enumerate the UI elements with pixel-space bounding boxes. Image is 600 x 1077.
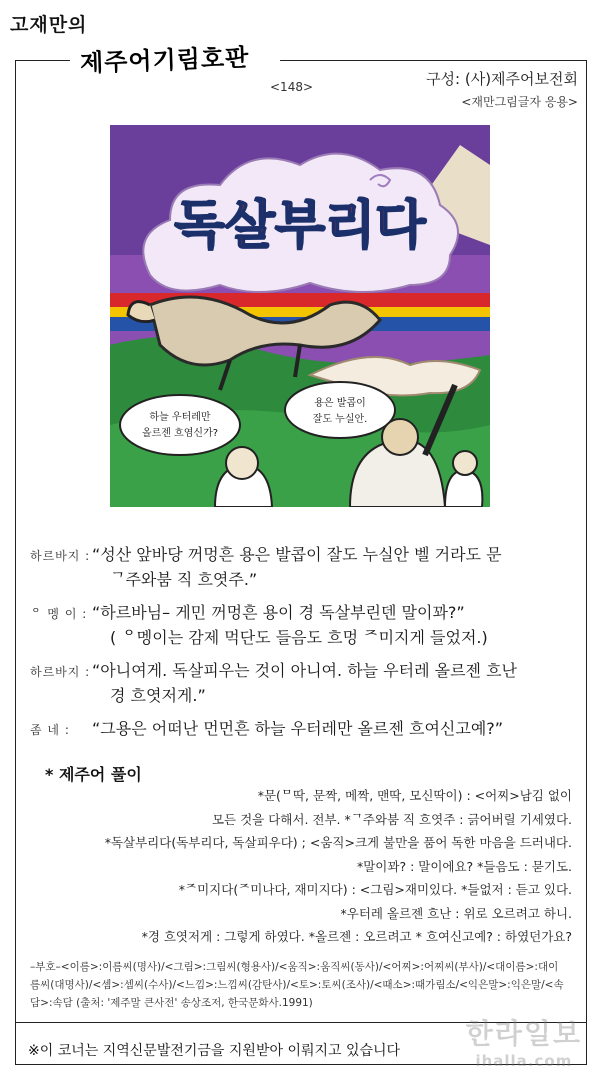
symbol-legend <box>30 958 574 1012</box>
glossary-line: 모든 것을 다해서. 전부. *ᄀ주와붐 직 흐엿주 : 긁어버릴 기세였다. <box>211 811 572 827</box>
speech-text: “아니여게. 독살피우는 것이 아니여. 하늘 우터레 올르젠 흐난 경 흐엿저게.” <box>92 661 518 705</box>
brand-logo: 제주어기림호판 <box>69 38 280 81</box>
glossary-list <box>30 784 572 949</box>
dialog-line <box>30 542 580 592</box>
grandfather-head <box>382 419 418 455</box>
speaker-label: 하르바지 : <box>30 665 91 679</box>
speaker-label: ᄋ 멩 이 : <box>30 607 88 621</box>
banner-title: 독살부리다 <box>174 196 426 256</box>
bubble-right-line1: 용은 발콥이 <box>314 398 366 409</box>
dialog-line <box>30 600 580 650</box>
series-title: 고재만의 <box>10 14 88 36</box>
comic-illustration <box>110 125 490 507</box>
glossary-line: *말이꽈? : 말이에요? *들음도 : 묻기도. <box>356 858 572 874</box>
watermark-domain: ihalla.com <box>475 1052 573 1070</box>
bubble-right-line2: 잘도 누실안. <box>312 414 368 425</box>
glossary-line: *우터레 올르젠 흐난 : 위로 오르려고 하니. <box>340 905 572 921</box>
glossary-title: * 제주어 풀이 <box>45 765 142 784</box>
speech-text: “하르바님– 게민 꺼멍흔 용이 경 독살부린덴 말이꽈?” ( ᄋ멩이는 감제 먹단도 들음도 흐멍 ᄌ미지게 들었저.) <box>92 603 488 647</box>
speaker-label: 좀 네 : <box>30 723 70 737</box>
speech-bubble-right <box>285 382 395 438</box>
credit-note: <재만그림글자 응용> <box>461 95 578 109</box>
watermark-name: 한라일보 <box>465 1017 582 1050</box>
bubble-left-line2: 올르젠 흐염신가? <box>141 428 219 439</box>
glossary-line: *ᄌ미지다(ᄌ미나다, 재미지다) : <그림>재미있다. *들없저 : 듣고 있다. <box>178 882 572 897</box>
glossary-line: *독살부리다(독부리다, 독살피우다) ; <움직>크게 불만을 품어 독한 마음을 드러내다. <box>104 835 572 850</box>
publisher-watermark <box>466 1012 582 1070</box>
child-head <box>453 451 477 475</box>
bubble-left-line1: 하늘 우터레만 <box>149 412 211 423</box>
legend-line: 담>:속담 (출처: '제주말 큰사전' 송상조저, 한국문화사.1991) <box>30 997 313 1009</box>
speaker-label: 하르바지 : <box>30 549 91 563</box>
diver-head <box>226 447 258 479</box>
dialog-section <box>30 542 580 749</box>
dialog-line <box>30 658 580 708</box>
legend-line: 름씨(대명사)/<셈>:셈씨(수사)/<느낌>:느낌씨(감탄사)/<토>:토씨(조사)/<때소>:때가림소/<익은말>:익은말/<속 <box>30 979 564 991</box>
credit-organization: 구성: (사)제주어보전회 <box>426 70 578 88</box>
legend-line: –부호–<이름>:이름씨(명사)/<그림>:그림씨(형용사)/<움직>:움직씨(동사)/<어찌>:어찌씨(부사)/<대이름>:대이 <box>30 961 559 973</box>
speech-bubble-left <box>120 395 240 455</box>
dialog-line <box>30 716 580 741</box>
episode-number: <148> <box>270 80 314 94</box>
footer-notice: ※이 코너는 지역신문발전기금을 지원받아 이뤄지고 있습니다 <box>28 1043 401 1059</box>
glossary-line: *경 흐엿저게 : 그렇게 하였다. *올르젠 : 오르려고 * 흐여신고예? : 하였던가요? <box>141 929 572 944</box>
speech-text: “성산 앞바당 꺼멍흔 용은 발콥이 잘도 누실안 벨 거라도 문 ᄀ주와붐 직 흐엿주.” <box>92 545 502 589</box>
glossary-line: *문(ᄆ딱, 문짝, 메짝, 맨딱, 모신딱이) : <어찌>남김 없이 <box>257 788 572 803</box>
speech-text: “그용은 어떠난 먼먼흔 하늘 우터레만 올르젠 흐여신고예?” <box>92 719 504 738</box>
credit <box>426 68 578 110</box>
